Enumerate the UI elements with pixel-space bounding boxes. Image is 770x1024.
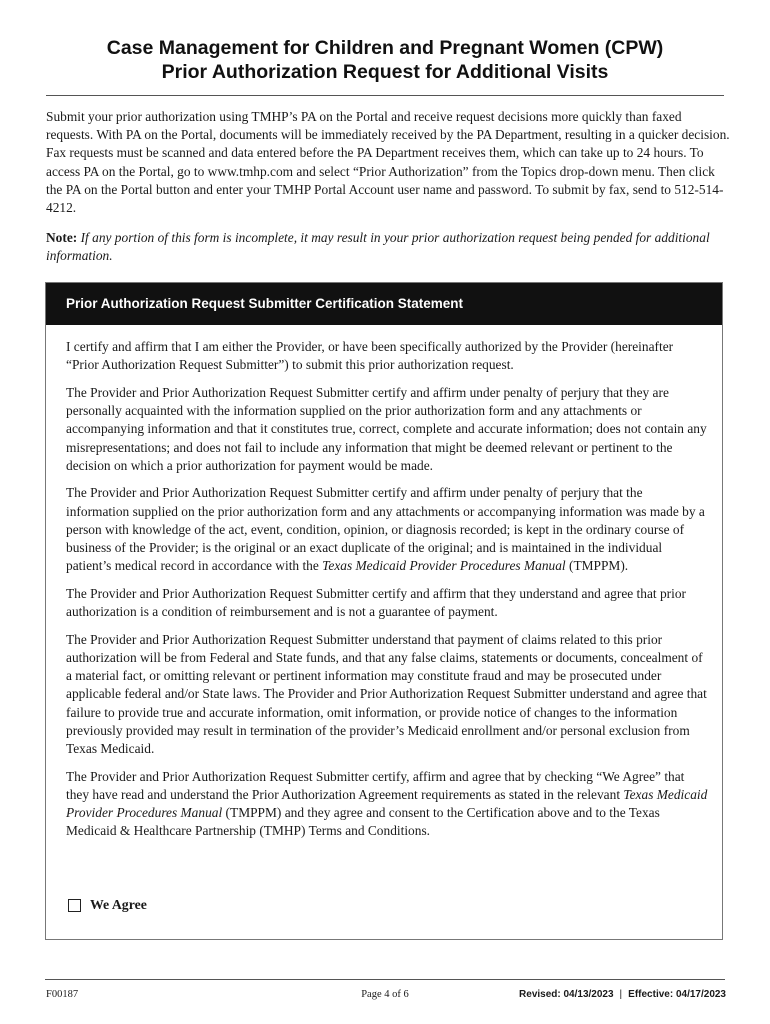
form-title <box>0 36 770 84</box>
effective-date: Effective: 04/17/2023 <box>628 989 726 1000</box>
certification-header: Prior Authorization Request Submitter Certification Statement <box>46 283 722 325</box>
certification-paragraph-3 <box>66 484 708 575</box>
incomplete-form-note <box>46 229 726 265</box>
footer-divider <box>45 979 725 980</box>
certification-paragraph-2: The Provider and Prior Authorization Request Submitter certify and affirm under penalty of perjury that they are personally acquainted with the information supplied on the prior authorization form and any attachments or accompanying information and that it constitutes true, correct, complete and accurate information; does not contain any misrepresentations; and does not fail to include any information that might be deemed relevant or pertinent to the decision on which a prior authorization for payment would be made. <box>66 384 707 473</box>
note-label: Note: <box>46 230 78 245</box>
title-divider <box>46 95 724 96</box>
revision-dates <box>519 988 726 1002</box>
certification-body <box>66 338 708 850</box>
note-text: If any portion of this form is incomplete, it may result in your prior authorization request being pended for additional information. <box>46 230 710 264</box>
intro-paragraph: Submit your prior authorization using TMHP’s PA on the Portal and receive request decisions more quickly than faxed requests. With PA on the Portal, documents will be immediately received by the PA Department, resulting in a quicker decision. Fax requests must be scanned and data entered before the PA Department receives them, which can take up to 24 hours. To access PA on the Portal, go to www.tmhp.com and select “Prior Authorization” from the Topics drop-down menu. Then click the PA on the Portal button and enter your TMHP Portal Account user name and password. To submit by fax, send to 512-514-4212. <box>46 109 730 216</box>
date-separator: | <box>619 989 623 1000</box>
form-title-line-2: Prior Authorization Request for Additional Visits <box>161 61 609 83</box>
certification-paragraph-6 <box>66 768 708 841</box>
we-agree-checkbox[interactable] <box>68 899 81 912</box>
page-number: Page 4 of 6 <box>361 989 409 1000</box>
revised-date: Revised: 04/13/2023 <box>519 989 614 1000</box>
certification-paragraph-1: I certify and affirm that I am either the Provider, or have been specifically authorized by the Provider (hereinafter “Prior Authorization Request Submitter”) to submit this prior authorization request. <box>66 339 674 373</box>
paragraph-6-text-b: (TMPPM) and they agree and consent to the Certification above and to the Texas Medicaid & Healthcare Partnership (TMHP) Terms and Conditions. <box>66 805 660 839</box>
paragraph-3-text-a: The Provider and Prior Authorization Request Submitter certify and affirm under penalty of perjury that the information supplied on the prior authorization form and any attachments or accompanying information was made by a person with knowledge of the act, event, condition, opinion, or diagnosis recorded; is kept in the ordinary course of business of the Provider; is the original or an exact duplicate of the original; and is maintained in the individual patient’s medical record in accordance with the <box>66 485 705 574</box>
tmppm-title-ref-2: Texas Medicaid Provider Procedures Manual <box>66 786 708 821</box>
certification-paragraph-4: The Provider and Prior Authorization Request Submitter certify and affirm that they understand and agree that prior authorization is a condition of reimbursement and is not a guarantee of payment. <box>66 585 687 620</box>
paragraph-6-text-a: The Provider and Prior Authorization Request Submitter certify, affirm and agree that by checking “We Agree” that they have read and understand the Prior Authorization Agreement requirements as stated in the relevant <box>66 768 685 802</box>
certification-paragraph-5: The Provider and Prior Authorization Request Submitter understand that payment of claims related to this prior authorization will be from Federal and State funds, and that any false claims, statements or documents, concealment of a material fact, or omitting relevant or pertinent information may constitute fraud and may be prosecuted under applicable federal and/or State laws. The Provider and Prior Authorization Request Submitter understand and agree that failure to provide true and accurate information, omit information, or provide notice of changes to the information previously provided may result in termination of the provider’s Medicaid enrollment and/or personal exclusion from Texas Medicaid. <box>66 631 707 757</box>
form-title-line-1: Case Management for Children and Pregnant Women (CPW) <box>106 37 664 59</box>
certification-statement-box <box>45 282 723 940</box>
tmppm-title-ref-1: Texas Medicaid Provider Procedures Manual <box>322 558 566 574</box>
we-agree-label: We Agree <box>90 897 147 912</box>
we-agree-option[interactable] <box>68 895 147 915</box>
form-id: F00187 <box>46 989 79 1000</box>
paragraph-3-text-b: (TMPPM). <box>565 558 629 574</box>
